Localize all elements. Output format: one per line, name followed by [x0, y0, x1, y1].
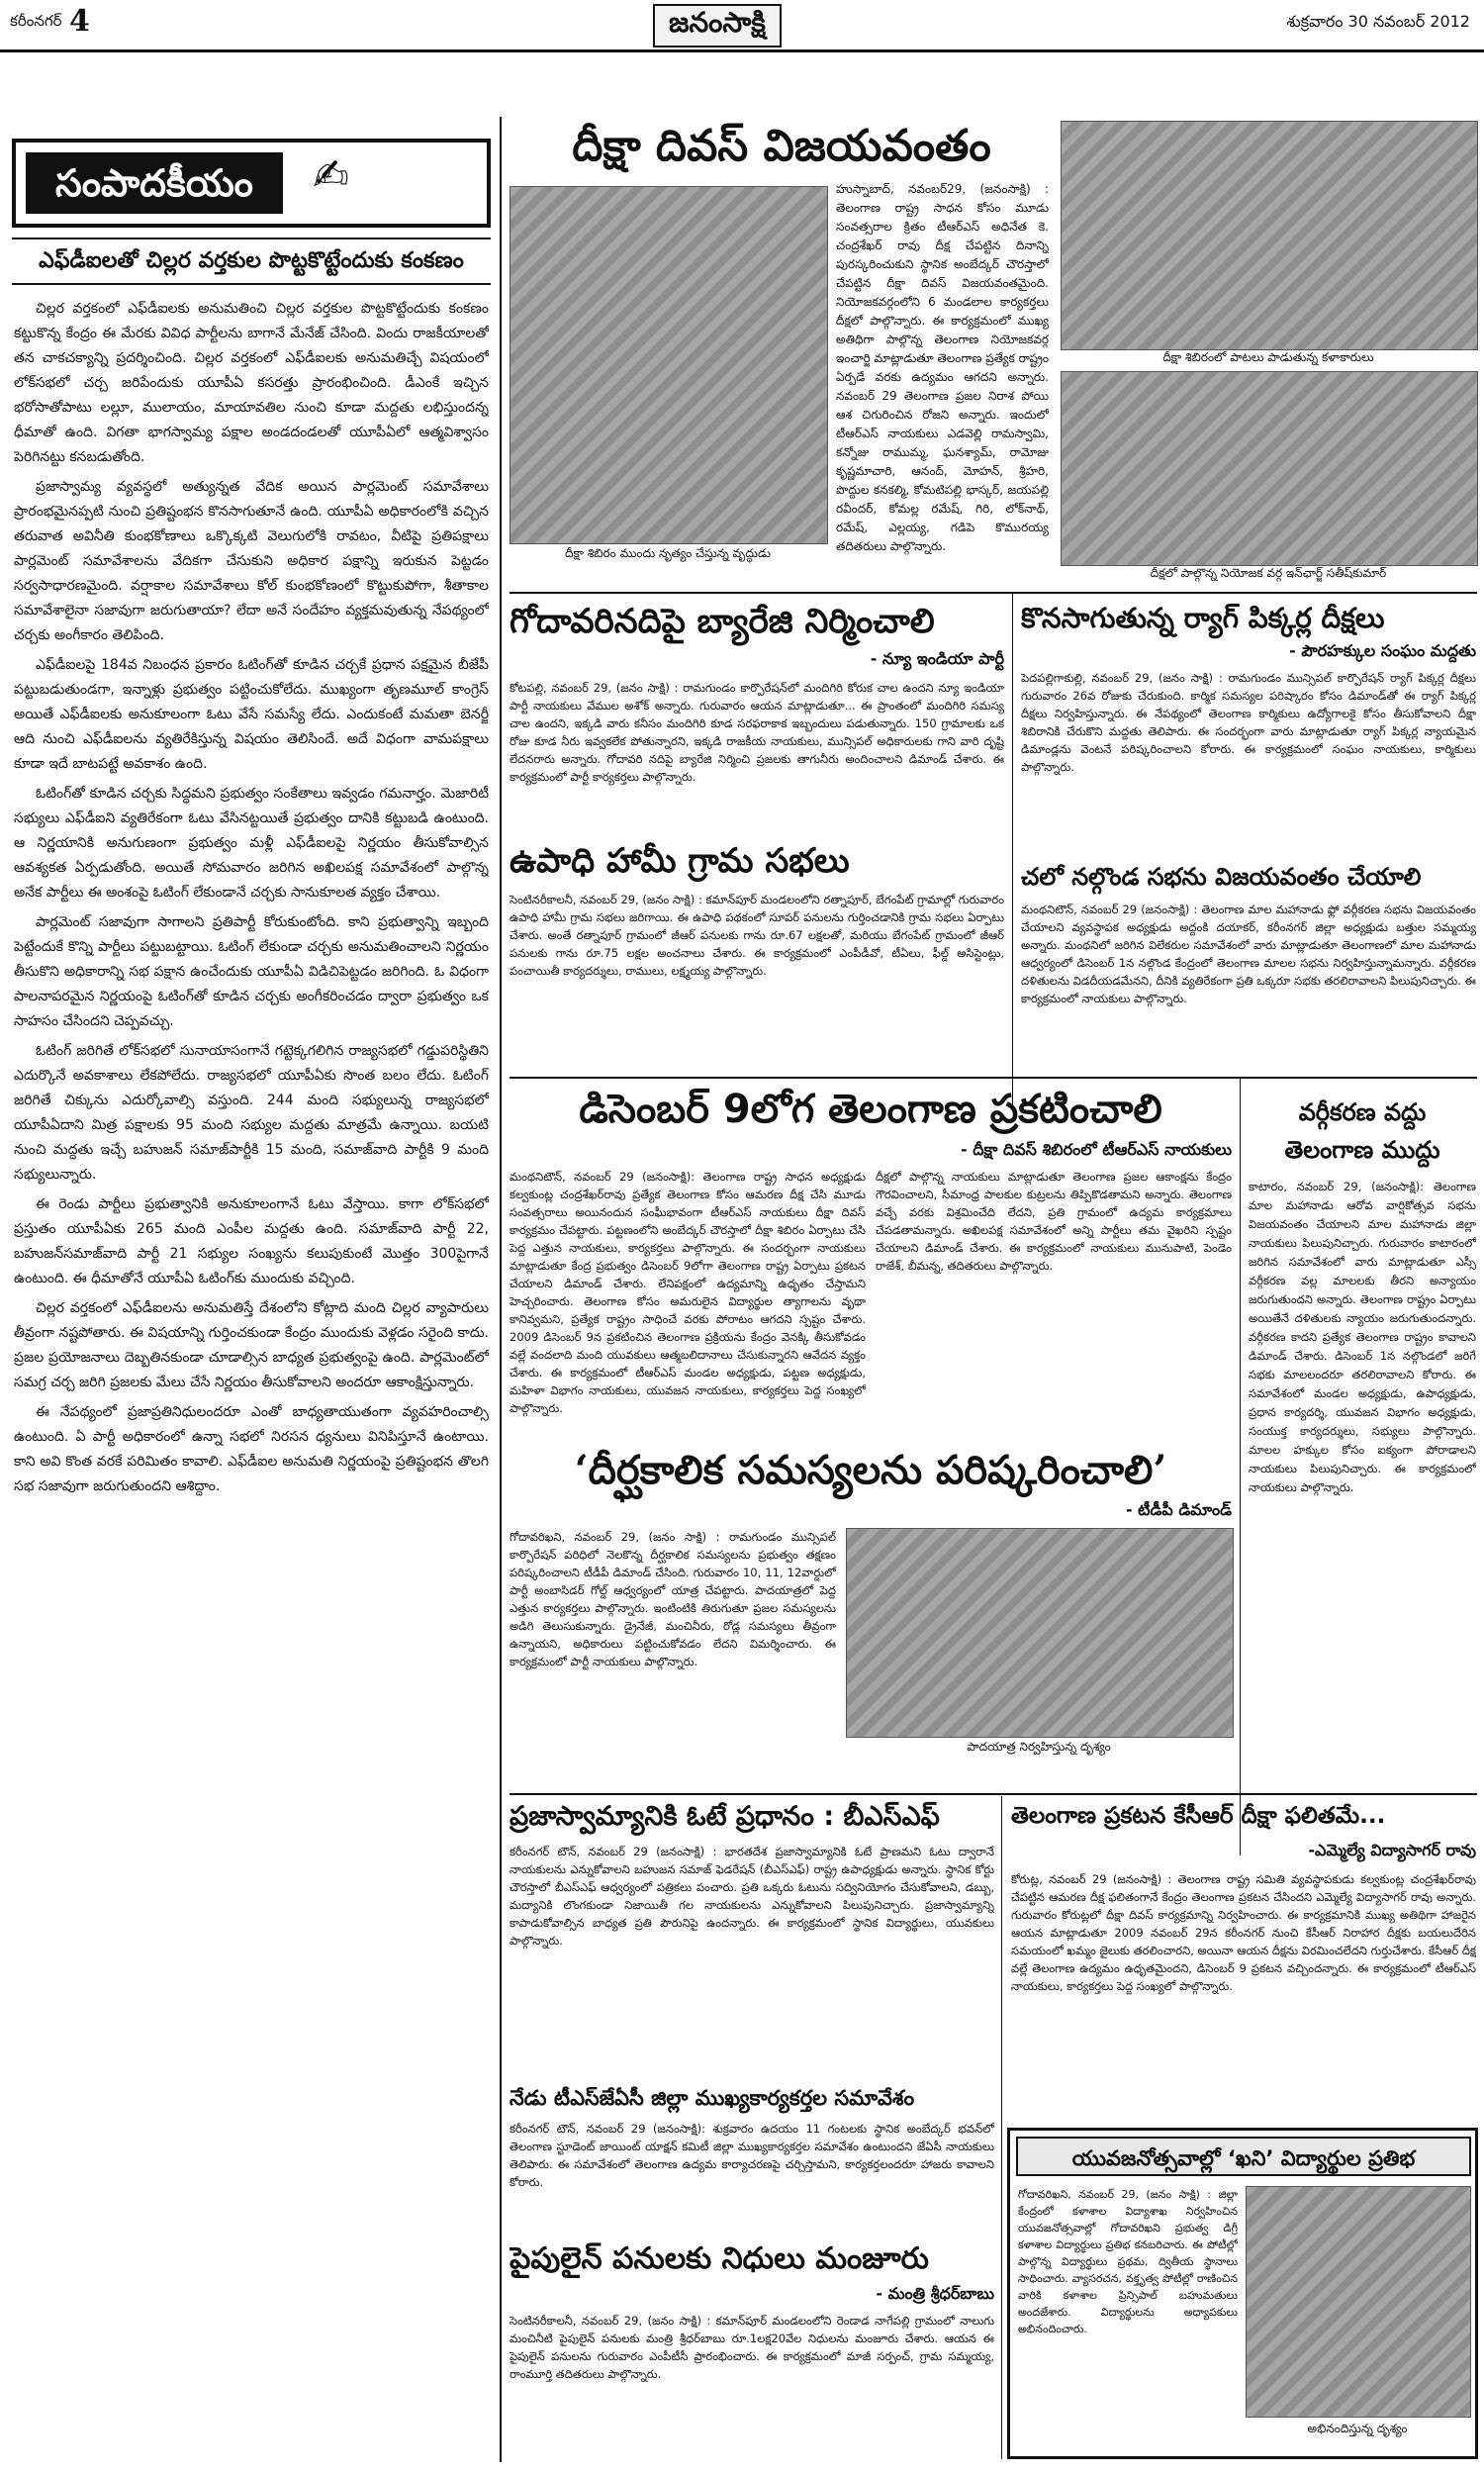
- section-divider: [510, 592, 1477, 594]
- edition-place: కరీంనగర్: [10, 12, 62, 30]
- meeting-headline: నేడు టీఎస్‌జేఏసీ జిల్లా ముఖ్యకార్యకర్తల సమావేశం: [510, 2086, 915, 2110]
- column-divider: [500, 117, 502, 2462]
- godavari-headline: గోదావరినదిపై బ్యారేజి నిర్మించాలి: [510, 602, 935, 641]
- diksha-main-photo: [510, 186, 828, 544]
- diksha-mid-right-caption: దీక్షలో పాల్గొన్న నియోజక వర్గ ఇన్‌ఛార్జ్ సతీష్‌కుమార్: [1150, 566, 1387, 580]
- section-divider: [510, 1077, 1477, 1079]
- upadhi-body: [510, 891, 1004, 1059]
- kcr-body: [1011, 1870, 1476, 2118]
- column-divider: [1012, 594, 1013, 1108]
- longterm-body: [510, 1528, 836, 1800]
- meeting-body: [510, 2120, 994, 2238]
- pipeline-text: సెంటినరీకాలనీ, నవంబర్ 29, (జనం సాక్షి) : కమాన్‌పూర్ మండలంలోని రెండాడ నాగేపల్లి గ్రామంలో నాలుగు మంచినీటి పైపులైన్ పనులకు మంత్రి శ్రీధర్‌బాబు రూ.1లక్ష20వేల నిధులను మంజూరు చేశారు. ఆయన ఈ పైపులైన్ పనులను గురువారం ఎంపీటీసీ ప్రారంభించారు. ఈ కార్యక్రమంలో మాజీ సర్పంచ్, గ్రామ సమ్మయ్య, రాంమూర్తి తదితరులు పాల్గొన్నారు.: [510, 2314, 994, 2381]
- kcr-byline: -ఎమ్మెల్యే విద్యాసాగర్ రావు: [1308, 1841, 1476, 1859]
- page-header: [0, 0, 1484, 52]
- editorial-paragraph: ఓటింగ్ జరిగితే లోక్‌సభలో సునాయాసంగానే గట్టెక్కగలిగిన రాజ్యసభలో గడ్డుపరిస్థితిని ఎదుర్కొనే అవకాశాలు లేకపోలేదు. రాజ్యసభలో యూపీఏకు సొంత బలం లేదు. ఓటింగ్ జరిగితే చిక్కును ఎదుర్కోవాల్సి వస్తుంది. 244 మంది సభ్యులున్న రాజ్యసభలో యూపీఏదాని మిత్ర పక్షాలకు 95 మంది సభ్యుల మద్దతు మాత్రమే ఉన్నాయి. బయటి నుంచి మద్దతు ఇచ్చే బహుజన్ సమాజ్‌పార్టీకి 15 మంది, సమాజ్‌వాది పార్టీకి 9 మంది సభ్యులున్నారు.: [14, 1043, 489, 1183]
- nalgonda-body: [1021, 901, 1476, 1067]
- december-body-col1: [510, 1168, 866, 1440]
- meeting-text: కరీంనగర్ టౌన్, నవంబర్ 29 (జనంసాక్షి): శుక్రవారం ఉదయం 11 గంటలకు స్థానిక అంబేద్కర్ భవన్‌లో తెలంగాణ స్టూడెంట్ జాయింట్ యాక్షన్ కమిటీ జిల్లా ముఖ్యకార్యకర్తల సమావేశం ఉంటుందని జేఏసీ నాయకులు తెలిపారు. ఈ సమావేశంలో తెలంగాణ ఉద్యమ కార్యాచరణపై చర్చిస్తామని, కార్యకర్తలందరూ హాజరు కావాలని కోరారు.: [510, 2122, 994, 2189]
- godavari-text: కోటపల్లి, నవంబర్ 29, (జనం సాక్షి) : రామగుండం కార్పొరేషన్‌లో మందిగిరి కోరుక చాల ఉందని న్యూ ఇండియా పార్టీ నాయకులు వేముల అశోక్ అన్నారు. గురువారం ఆయన మాట్లాడుతూ... ఈ ప్రాంతంలో మందిగిరి సమస్య చాల ఉందని, ఇక్కడి వారు కనీసం మందిగిరి కూడ సరఫరాకాక ఇబ్బందులు పడుతున్నారు. 150 గ్రామాలకు ఒక రోజు కూడ నీరు ఇవ్వకలేక పోతున్నారని, ఇక్కడి రాజకీయ నాయకులు, మున్సిపల్ అధికారులకు గాని వారి దృష్టి లేదనరారు అన్నారు. గోదావరి నదిపై బ్యారేజి నిర్మించి ప్రజలకు తాగునీరు అందించాలని డిమాండ్ చేశారు. ఈ కార్యక్రమంలో పార్టీ కార్యకర్తలు పాల్గొన్నారు.: [510, 681, 1004, 784]
- editorial-label: సంపాదకీయం: [26, 152, 283, 214]
- december-text: మంథనిటౌన్, నవంబర్ 29 (జనంసాక్షి): తెలంగాణ రాష్ట్ర సాధన అధ్యక్షుడు కల్వకుంట్ల చంద్రశేఖర్‌రావు ప్రత్యేక తెలంగాణ కోసం ఆమరణ దీక్ష చేసి మూడు సంవత్సరాలు అయినందున సంఘీభావంగా టీఆర్‌ఎస్ నాయకులు దీక్షా దివస్ కార్యక్రమం చేపట్టారు. పట్టణంలోని అంబేద్కర్ చౌరస్తాలో దీక్షా శిబిరం ఏర్పాటు చేసి పెద్ద ఎత్తున నాయకులు, కార్యకర్తలు పాల్గొన్నారు. ఈ సందర్భంగా నాయకులు మాట్లాడుతూ కేంద్ర ప్రభుత్వం డిసెంబర్ 9లోగా తెలంగాణ రాష్ట్ర ఏర్పాటు ప్రకటన చేయాలని డిమాండ్ చేశారు. లేనిపక్షంలో ఉద్యమాన్ని ఉధృతం చేస్తామని హెచ్చరించారు. తెలంగాణ కోసం అమరులైన విద్యార్థుల త్యాగాలను వృథా కానివ్వమని, ప్రత్యేక రాష్ట్రం సాధించే వరకు పోరాటం ఆగదని స్పష్టం చేశారు. 2009 డిసెంబర్ 9న ప్రకటించిన తెలంగాణ ప్రక్రియను కేంద్రం వెనక్కి తీసుకోవడం వల్లే వందలాది మంది యువకులు ఆత్మబలిదానాలు చేసుకున్నారని ఆవేదన వ్యక్తం చేశారు. ఈ కార్యక్రమంలో టీఆర్‌ఎస్ మండల అధ్యక్షుడు, పట్టణ అధ్యక్షుడు, మహిళా విభాగం నాయకులు, యువజన నాయకులు, కార్యకర్తలు పెద్ద సంఖ్యలో పాల్గొన్నారు.: [510, 1170, 866, 1415]
- vargikarana-body: [1249, 1178, 1476, 1851]
- upadhi-text: సెంటినరీకాలనీ, నవంబర్ 29, (జనం సాక్షి) : కమాన్‌పూర్ మండలంలోని రత్నాపూర్, బేగంపేట్ గ్రామాల్లో గురువారం ఉపాధి హామీ గ్రామ సభలు జరిగాయి. ఈ ఉపాధి పథకంలో సూపర్ పనులను గుర్తించడానికి గ్రామ సభలు ఏర్పాటు చేశారు. అంతే రత్నాపూర్ గ్రామంలో జీఆర్ పనులకు గాను రూ.67 లక్షలతో, మరియు బేగంపేట్ గ్రామంలో జీఆర్ పనులకు గాను రూ.75 లక్షల అంచనాలు చేశారు. ఈ కార్యక్రమంలో ఎంపీడీవో, టీఏలు, ఫీల్డ్ అసిస్టెంట్లు, పంచాయితీ కార్యదర్శులు, రాములు, లక్ష్మయ్య పాల్గొన్నారు.: [510, 893, 1004, 978]
- bsf-text: కరీంనగర్ టౌన్, నవంబర్ 29 (జనంసాక్షి) : భారతదేశ ప్రజాస్వామ్యానికి ఓటే ప్రాణమని ఓటు ద్వారానే నాయకులను ఎన్నుకోవాలని బహుజన సమాజ్ ఫెడరేషన్ (బీఎస్‌ఎఫ్) రాష్ట్ర ఉపాధ్యక్షుడు అన్నారు. స్థానిక కోర్టు చౌరస్తాలో బీఎస్‌ఎఫ్ ఆధ్వర్యంలో పత్రికలు పంచారు. ప్రతి ఒక్కరు ఓటును సద్వినియోగం చేసుకోవాలని, డబ్బు, మద్యానికి లొంగకుండా నిజాయితీ గల నాయకులను ఎన్నుకోవాలని పిలుపునిచ్చారు. ప్రజాస్వామ్యాన్ని కాపాడుకోవాల్సిన బాధ్యత ప్రతి పౌరునిపై ఉందన్నారు. ఈ కార్యక్రమంలో స్థానిక విద్యార్థులు, యువకులు పాల్గొన్నారు.: [510, 1845, 994, 1948]
- kcr-headline: తెలంగాణ ప్రకటన కేసీఆర్ దీక్షా ఫలితమే...: [1011, 1803, 1386, 1829]
- yuvajana-photo: [1246, 2186, 1471, 2418]
- issue-date: శుక్రవారం 30 నవంబర్ 2012: [1286, 12, 1470, 31]
- yuvajana-body: [1018, 2186, 1238, 2451]
- diksha-top-right-caption: దీక్షా శిబిరంలో పాటలు పాడుతున్న కళాకారులు: [1162, 350, 1374, 364]
- ragpickers-text: పెదపల్లిగాకుల్లి, నవంబర్ 29, (జనం సాక్షి) : రామగుండం మున్సిపల్ కార్పొరేషన్ ర్యాగ్ పిక్కర్ల దీక్షలు గురువారం 26వ రోజుకు చేరుకుంది. కార్మిక సమస్యల పరిష్కారం కోసం డిమాండ్‌తో ఈ ర్యాగ్ పిక్కర్ల దీక్షలు నిర్వహిస్తున్నారు. ఈ నేపథ్యంలో తెలంగాణ కార్మికులు ఉద్యోగాలకై కోసం తీసుకోవాలని దీక్షా శిబిరానికి చేరుకొని మద్దతు తెలిపారు. ఈ సందర్భంగా వారు మాట్లాడుతూ ర్యాగ్ పిక్కర్ల న్యాయమైన డిమాండ్లను వెంటనే పరిష్కరించాలని కోరారు. ఈ కార్యక్రమంలో సంఘం నాయకులు, కార్మికులు పాల్గొన్నారు.: [1021, 671, 1476, 774]
- column-divider: [1240, 1079, 1241, 1856]
- yuvajana-headline: యువజనోత్సవాల్లో ‘ఖని’ విద్యార్థుల ప్రతిభ: [1016, 2137, 1471, 2176]
- december-byline: - దీక్షా దివస్ శిబిరంలో టీఆర్ఎస్ నాయకులు: [961, 1140, 1232, 1159]
- pipeline-headline: పైపులైన్ పనులకు నిధులు మంజూరు: [510, 2241, 929, 2276]
- bsf-body: [510, 1843, 994, 2080]
- godavari-byline: - న్యూ ఇండియా పార్టీ: [870, 649, 1004, 668]
- editorial-paragraph: ఈ రెండు పార్టీలు ప్రభుత్వానికి అనుకూలంగానే ఓటు వేస్తాయి. కాగా లోక్‌సభలో ప్రస్తుతం యూపీఏకు 265 మంది ఎంపీల మద్దతు ఉంది. సమాజ్‌వాది పార్టీ 22, బహుజన్‌సమాజ్‌వాది పార్టీ 21 సభ్యుల సంఖ్యను కలుపుకుంటే మొత్తం 300పైగానే ఉంటుంది. ఈ ధీమాతోనే యూపీఏ ఓటింగ్‌కు ముందుకు వచ్చింది.: [14, 1196, 489, 1286]
- masthead: జనంసాక్షి: [653, 4, 782, 48]
- vargikarana-text: కాటారం, నవంబర్ 29, (జనంసాక్షి): తెలంగాణ మాల మహానాడు ఆరోవ వార్షికోత్సవ సభను విజయవంతం చేయాలని మాల మహానాడు జిల్లా నాయకులు పిలుపునిచ్చారు. గురువారం కాటారంలో జరిగిన సమావేశంలో వారు మాట్లాడుతూ ఎస్సీ వర్గీకరణ వల్ల మాలలకు తీరని అన్యాయం జరుగుతుందని అన్నారు. తెలంగాణ రాష్ట్రం ఏర్పాటు అయితేనే దళితులకు న్యాయం జరుగుతుందన్నారు. వర్గీకరణ కాదని ప్రత్యేక తెలంగాణ రాష్ట్రం కావాలని డిమాండ్ చేశారు. డిసెంబర్ 1న నల్గొండలో జరిగే సభకు మాలలందరూ తరలిరావాలని కోరారు. ఈ సమావేశంలో మండల అధ్యక్షుడు, ఉపాధ్యక్షుడు, ప్రధాన కార్యదర్శి, యువజన విభాగం అధ్యక్షుడు, సంయుక్త కార్యదర్శులు, సభ్యులు పాల్గొన్నారు. మాలల హక్కుల కోసం ఐక్యంగా పోరాడాలని నాయకులు పిలుపునిచ్చారు. ఈ కార్యక్రమంలో నాయకులు పాల్గొన్నారు.: [1249, 1180, 1476, 1494]
- editorial-label-box: [12, 139, 491, 228]
- diksha-body: [836, 180, 1049, 566]
- december-text-2: దీక్షలో పాల్గొన్న నాయకులు మాట్లాడుతూ తెలంగాణ ప్రజల ఆకాంక్షను కేంద్రం గౌరవించాలని, సీమాంధ్ర పాలకుల కుట్రలను తిప్పికొడతామని అన్నారు. తెలంగాణ వచ్చే వరకు విశ్రమించేది లేదని, ప్రతి గ్రామంలో ఉద్యమ కార్యక్రమాలు చేపడతామన్నారు. అఖిలపక్ష సమావేశంలో అన్ని పార్టీలు తమ వైఖరిని స్పష్టం చేయాలని డిమాండ్ చేశారు. ఈ కార్యక్రమంలో నాయకులు మునుపాటి, పెండెం రాజేశ్, బీమన్న, తదితరులు పాల్గొన్నారు.: [876, 1170, 1232, 1273]
- page-number: 4: [69, 4, 90, 39]
- ragpickers-headline: కొనసాగుతున్న ర్యాగ్ పిక్కర్ల దీక్షలు: [1021, 602, 1385, 634]
- diksha-top-right-photo: [1061, 121, 1478, 350]
- editorial-paragraph: ప్రజాస్వామ్య వ్యవస్థలో అత్యున్నత వేదిక అయిన పార్లమెంట్ సమావేశాలు ప్రారంభమైనప్పటి నుంచి ప్రతిష్టంభన కొనసాగుతూనే ఉంది. యూపీఏ అధికారంలోకి వచ్చిన తరువాత అవినీతి కుంభకోణాలు ఒక్కొక్కటి వెలుగులోకి రావటం, వీటిపై ప్రతిపక్షాలు పార్లమెంట్ సమావేశాలను వేదికగా చేసుకుని అధికార పక్షాన్ని ఇరుకున పెట్టడం సర్వసాధారణమైంది. వర్షాకాల సమావేశాలు కోల్ కుంభకోణంలో కొట్టుకుపోగా, శీతాకాల సమావేశాలైనా సజావుగా జరుగుతాయా? లేదా అనే సందేహం వ్యక్తమవుతున్న నేపథ్యంలో చర్చకు అంగీకారం తెలిపింది.: [14, 479, 489, 643]
- pipeline-body: [510, 2312, 994, 2460]
- upadhi-headline: ఉపాధి హామీ గ్రామ సభలు: [510, 841, 850, 881]
- nalgonda-headline: చలో నల్గొండ సభను విజయవంతం చేయాలి: [1021, 863, 1422, 891]
- ragpickers-body: [1021, 669, 1476, 845]
- longterm-headline: ‘దీర్ఘకాలిక సమస్యలను పరిష్కరించాలి’: [574, 1447, 1167, 1493]
- vargikarana-headline-2: తెలంగాణ ముద్దు: [1284, 1136, 1440, 1164]
- ragpickers-byline: - పౌరహక్కుల సంఘం మద్దతు: [1289, 641, 1476, 660]
- editorial-paragraph: ఎఫ్‌డీఐలపై 184వ నిబంధన ప్రకారం ఓటింగ్‌తో కూడిన చర్చకే ప్రధాన పక్షమైన బీజేపీ పట్టుబడుతుండగా, ఇన్నాళ్లు ప్రభుత్వం పట్టించుకోలేదు. ముఖ్యంగా తృణమూల్ కాంగ్రెస్ అయితే ఎఫ్‌డీఐలకు అనుకూలంగా ఓటు వేసే సమస్యే లేదు. ఎందుకంటే మమతా బెనర్జీ ఆది నుంచి ఎఫ్‌డీఐలను వ్యతిరేకిస్తున్న విషయం తెలిసిందే. అదే విధంగా వామపక్షాలు కూడా ఇదే బాటపట్టే అవకాశం ఉంది.: [14, 657, 489, 772]
- editorial-paragraph: చిల్లర వర్తకంలో ఎఫ్‌డీఐలకు అనుమతించి చిల్లర వర్తకుల పొట్టకొట్టేందుకు కంకణం కట్టుకొన్న కేంద్రం ఈ మేరకు వివిధ పార్టీలను బాగానే మేనేజ్ చేసింది. విందు రాజకీయాలతో తన చాకచక్యాన్ని ప్రదర్శించింది. చిల్లర వర్తకంలో ఎఫ్‌డీఐలకు అనుమతిచ్చే విషయంలో లోక్‌సభలో చర్చ జరిపేందుకు యూపీఏ కసరత్తు ప్రారంభించింది. డీఎంకే ఇచ్చిన భరోసాతోపాటు లల్లూ, ములాయం, మాయావతిల నుంచి కూడా మద్దతు లభిస్తుందన్న ధీమాతో ఉంది. విగతా భాగస్వామ్య పక్షాల అండదండలతో యూపీఏలో ఆత్మవిశ్వాసం పెరిగినట్టు కనబడుతోంది.: [14, 301, 489, 465]
- editorial-paragraph: ఈ నేపథ్యంలో ప్రజాప్రతినిధులందరూ ఎంతో బాధ్యతాయుతంగా వ్యవహరించాల్సి ఉంటుంది. ఏ పార్టీ అధికారంలో ఉన్నా సభలో నిరసన ధ్యనులు వినిపిస్తూనే ఉంటాయి. కాని అవి కొంత వరకే పరిమితం కావాలి. ఎఫ్‌డీఐల అనుమతి నిర్ణయంపై ప్రతిష్టంభన తొలగి సభ సజావుగా జరుగుతుందని ఆశిద్దాం.: [14, 1404, 489, 1494]
- diksha-main-photo-caption: దీక్షా శిబిరం ముందు నృత్యం చేస్తున్న వృద్ధుడు: [565, 546, 771, 560]
- yuvajana-photo-caption: అభినందిస్తున్న దృశ్యం: [1307, 2422, 1408, 2435]
- longterm-byline: - టీడీపీ డిమాండ్: [1125, 1500, 1232, 1519]
- diksha-headline: దీక్షా దివస్ విజయవంతం: [572, 121, 991, 171]
- yuvajana-box: [1007, 2128, 1478, 2459]
- longterm-text: గోదావరిఖని, నవంబర్ 29, (జనం సాక్షి) : రామగుండం మున్సిపల్ కార్పొరేషన్ పరిధిలో నెలకొన్న దీర్ఘకాలిక సమస్యలను ప్రభుత్వం తక్షణం పరిష్కరించాలని టీడీపీ డిమాండ్ చేసింది. గురువారం 10, 11, 12వార్డులో పార్టీ అంబాసిడర్ గోల్డ్ ఆధ్వర్యంలో యాత్ర చేపట్టారు. పాదయాత్రలో పెద్ద ఎత్తున కార్యకర్తలు పాల్గొన్నారు. ఇంటింటికి తిరుగుతూ ప్రజల సమస్యలను అడిగి తెలుసుకున్నారు. డ్రైనేజీ, మంచినీరు, రోడ్ల సమస్యలు తీవ్రంగా ఉన్నాయని, అధికారులు పట్టించుకోవడం లేదని విమర్శించారు. ఈ కార్యక్రమంలో పార్టీ నాయకులు పాల్గొన్నారు.: [510, 1530, 836, 1668]
- godavari-body: [510, 679, 1004, 837]
- editorial-paragraph: ఓటింగ్‌తో కూడిన చర్చకు సిద్ధమని ప్రభుత్వం సంకేతాలు ఇవ్వడం గమనార్హం. మెజారిటీ సభ్యులు ఎఫ్‌డీఐని వ్యతిరేకంగా ఓటు వేసినట్టయితే ప్రభుత్వం దానికి కట్టుబడి ఉంటుంది. ఆ నిర్ణయానికి అనుగుణంగా ప్రభుత్వం మళ్లీ ఎఫ్‌డీఐలపై నిర్ణయం తీసుకోవాల్సిన ఆవశ్యకత ఏర్పడుతోంది. అయితే సోమవారం జరిగిన అఖిలపక్ష సమావేశంలో పాల్గొన్న అనేక పార్టీలు ఈ అంశంపై ఓటింగ్ లేకుండానే చర్చకు సానుకూలత వ్యక్తం చేశాయి.: [14, 786, 489, 901]
- yuvajana-text: గోదావరిఖని, నవంబర్ 29, (జనం సాక్షి) : జిల్లా కేంద్రంలో కళాశాల విద్యాశాఖ నిర్వహించిన యువజనోత్సవాల్లో గోదావరిఖని ప్రభుత్వ డిగ్రీ కళాశాల విద్యార్థులు ప్రతిభ కనబరిచారు. ఈ పోటీల్లో పాల్గొన్న విద్యార్థులు ప్రథమ, ద్వితీయ స్థానాలు సాధించారు. వ్యాసరచన, వక్తృత్వ పోటీల్లో రాణించిన వారికి కళాశాల ప్రిన్సిపాల్ బహుమతులు అందజేశారు. విద్యార్థులను అధ్యాపకులు అభినందించారు.: [1018, 2188, 1238, 2335]
- column-divider: [1001, 1796, 1002, 2459]
- nalgonda-text: మంథనిటౌన్, నవంబర్ 29 (జనంసాక్షి) : తెలంగాణ మాల మహానాడు ఫ్లో వర్గీకరణ సభను విజయవంతం చేయాలని వ్యవస్థాపక అధ్యక్షుడు అద్దంకి దయాకర్, కరీంనగర్ జిల్లా అధ్యక్షుడు బత్తుల సమ్మయ్య అన్నారు. మంథనిలో జరిగిన విలేకరుల సమావేశంలో వారు మాట్లాడుతూ తెలంగాణలో మాల మహానాడు ఆధ్వర్యంలో డిసెంబర్ 1న నల్గొండ కేంద్రంలో తెలంగాణ మాలల సభను నిర్వహిస్తున్నామన్నారు. వర్గీకరణ దళితులను విడదీయడమేనని, దీనికి వ్యతిరేకంగా ప్రతి ఒక్కరూ సభకు తరలిరావాలని పిలుపునిచ్చారు. ఈ కార్యక్రమంలో నాయకులు పాల్గొన్నారు.: [1021, 903, 1476, 1005]
- editorial-paragraph: చిల్లర వర్తకంలో ఎఫ్‌డీఐలను అనుమతిస్తే దేశంలోని కోట్లాది మంది చిల్లర వ్యాపారులు తీవ్రంగా నష్టపోతారు. ఈ విషయాన్ని గుర్తించకుండా కేంద్రం ముందుకు వెళ్లడం సరైంది కాదు. ప్రజల ప్రయోజనాలు దెబ్బతినకుండా చూడాల్సిన బాధ్యత ప్రభుత్వంపై ఉంది. పార్లమెంట్‌లో సమగ్ర చర్చ జరిగి ప్రజలకు మేలు చేసే నిర్ణయం తీసుకోవాలని అందరూ ఆకాంక్షిస్తున్నారు.: [14, 1300, 489, 1390]
- december-body-col2: [876, 1168, 1232, 1440]
- diksha-text: హుస్నాబాద్, నవంబర్29, (జనంసాక్షి) : తెలంగాణ రాష్ట్ర సాధన కోసం మూడు సంవత్సరాల క్రితం టీఆర్‌ఎస్ అధినేత కె. చంద్రశేఖర్ రావు దీక్ష చేపట్టిన దినాన్ని పురస్కరించుకుని స్థానిక అంబేద్కర్ చౌరస్తాలో చేపట్టిన దీక్షా దివస్ విజయవంతమైంది. నియోజకవర్గంలోని 6 మండలాల కార్యకర్తలు దీక్షలో పాల్గొన్నారు. ఈ కార్యక్రమంలో ముఖ్య అతిథిగా పాల్గొన్న తెలంగాణ నియోజకవర్గ ఇంచార్జి మాట్లాడుతూ తెలంగాణ ప్రత్యేక రాష్ట్రం ఏర్పడే వరకు ఉద్యమం ఆగదని అన్నారు. నవంబర్ 29 తెలంగాణ ప్రజల నిరాశ పోయి ఆశ చిగురించిన రోజని అన్నారు. ఇందులో టీఆర్‌ఎస్ నాయకులు ఎడవెల్లి రామస్వామి, కన్నోజు రాముమ్మ, ఘనశ్యామ్, రామోజు కృష్ణమాచారి, ఆనంద్, మోహన్, శ్రీహరి, పొద్దుల కనకల్మి, కోమటిపల్లి భాస్కర్, జయపల్లి రవీందర్, కోమల్ల రమేష్, గిరి, లోక్‌నాథ్, రమేష్, ఎల్లయ్య, గడిపె కొమురయ్య తదితరులు పాల్గొన్నారు.: [836, 182, 1049, 553]
- section-divider: [510, 1793, 1477, 1795]
- longterm-photo: [846, 1528, 1234, 1738]
- editorial-body: [14, 297, 489, 2459]
- pipeline-byline: - మంత్రి శ్రీధర్‌బాబు: [876, 2284, 994, 2303]
- editorial-paragraph: పార్లమెంట్ సజావుగా సాగాలని ప్రతిపార్టీ కోరుకుంటోంది. కాని ప్రభుత్వాన్ని ఇబ్బంది పెట్టేందుకే కొన్ని పార్టీలు పట్టుబట్టాయి. ఓటింగ్ లేకుండా చర్చకు అనుమతించాలని నిర్ణయం తీసుకొని అధికారాన్ని సభ పక్షాన ఉంచేందుకు యూపీఏ విడిచిపెట్టడం జరిగింది. ఓ విధంగా పాలనాపరమైన నిర్ణయంపై ఓటింగ్‌తో కూడిన చర్చకు అంగీకరించడం ద్వారా ప్రభుత్వం ఒక సాహసం చేసిందని చెప్పవచ్చు.: [14, 914, 489, 1029]
- longterm-photo-caption: పాదయాత్ర నిర్వహిస్తున్న దృశ్యం: [967, 1740, 1111, 1754]
- diksha-mid-right-photo: [1061, 371, 1478, 566]
- editorial-headline: ఎఫ్‌డీఐలతో చిల్లర వర్తకుల పొట్టకొట్టేందుకు కంకణం: [12, 238, 491, 285]
- december-headline: డిసెంబర్ 9లోగ తెలంగాణ ప్రకటించాలి: [579, 1087, 1162, 1132]
- pen-icon: ✍: [313, 150, 349, 201]
- bsf-headline: ప్రజాస్వామ్యానికి ఓటే ప్రధానం : బీఎస్‌ఎఫ్: [510, 1801, 940, 1832]
- vargikarana-headline-1: వర్గీకరణ వద్దు: [1298, 1098, 1427, 1126]
- kcr-text: కోరుట్ల, నవంబర్ 29 (జనంసాక్షి) : తెలంగాణ రాష్ట్ర సమితి వ్యవస్థాపకుడు కల్వకుంట్ల చంద్రశేఖర్‌రావు చేపట్టిన ఆమరణ దీక్ష ఫలితంగానే కేంద్రం తెలంగాణ ప్రకటన చేసిందని ఎమ్మెల్యే విద్యాసాగర్ రావు అన్నారు. గురువారం కోరుట్లలో దీక్షా దివస్ కార్యక్రమాన్ని నిర్వహించారు. ఈ కార్యక్రమానికి ముఖ్య అతిథిగా హాజరైన ఆయన మాట్లాడుతూ 2009 నవంబర్ 29న కరీంనగర్ నుంచి కేసీఆర్ నిరాహార దీక్షకు బయలుదేరిన సమయంలో ఖమ్మం జైలుకు తరలించారని, అయినా ఆయన దీక్షను విరమించలేదని గుర్తుచేశారు. కేసీఆర్ దీక్ష వల్లే తెలంగాణ ఉద్యమం ఉధృతమైందని, డిసెంబర్ 9 ప్రకటన వచ్చిందన్నారు. ఈ కార్యక్రమంలో టీఆర్‌ఎస్ నాయకులు, కార్యకర్తలు పెద్ద సంఖ్యలో పాల్గొన్నారు.: [1011, 1872, 1476, 1993]
